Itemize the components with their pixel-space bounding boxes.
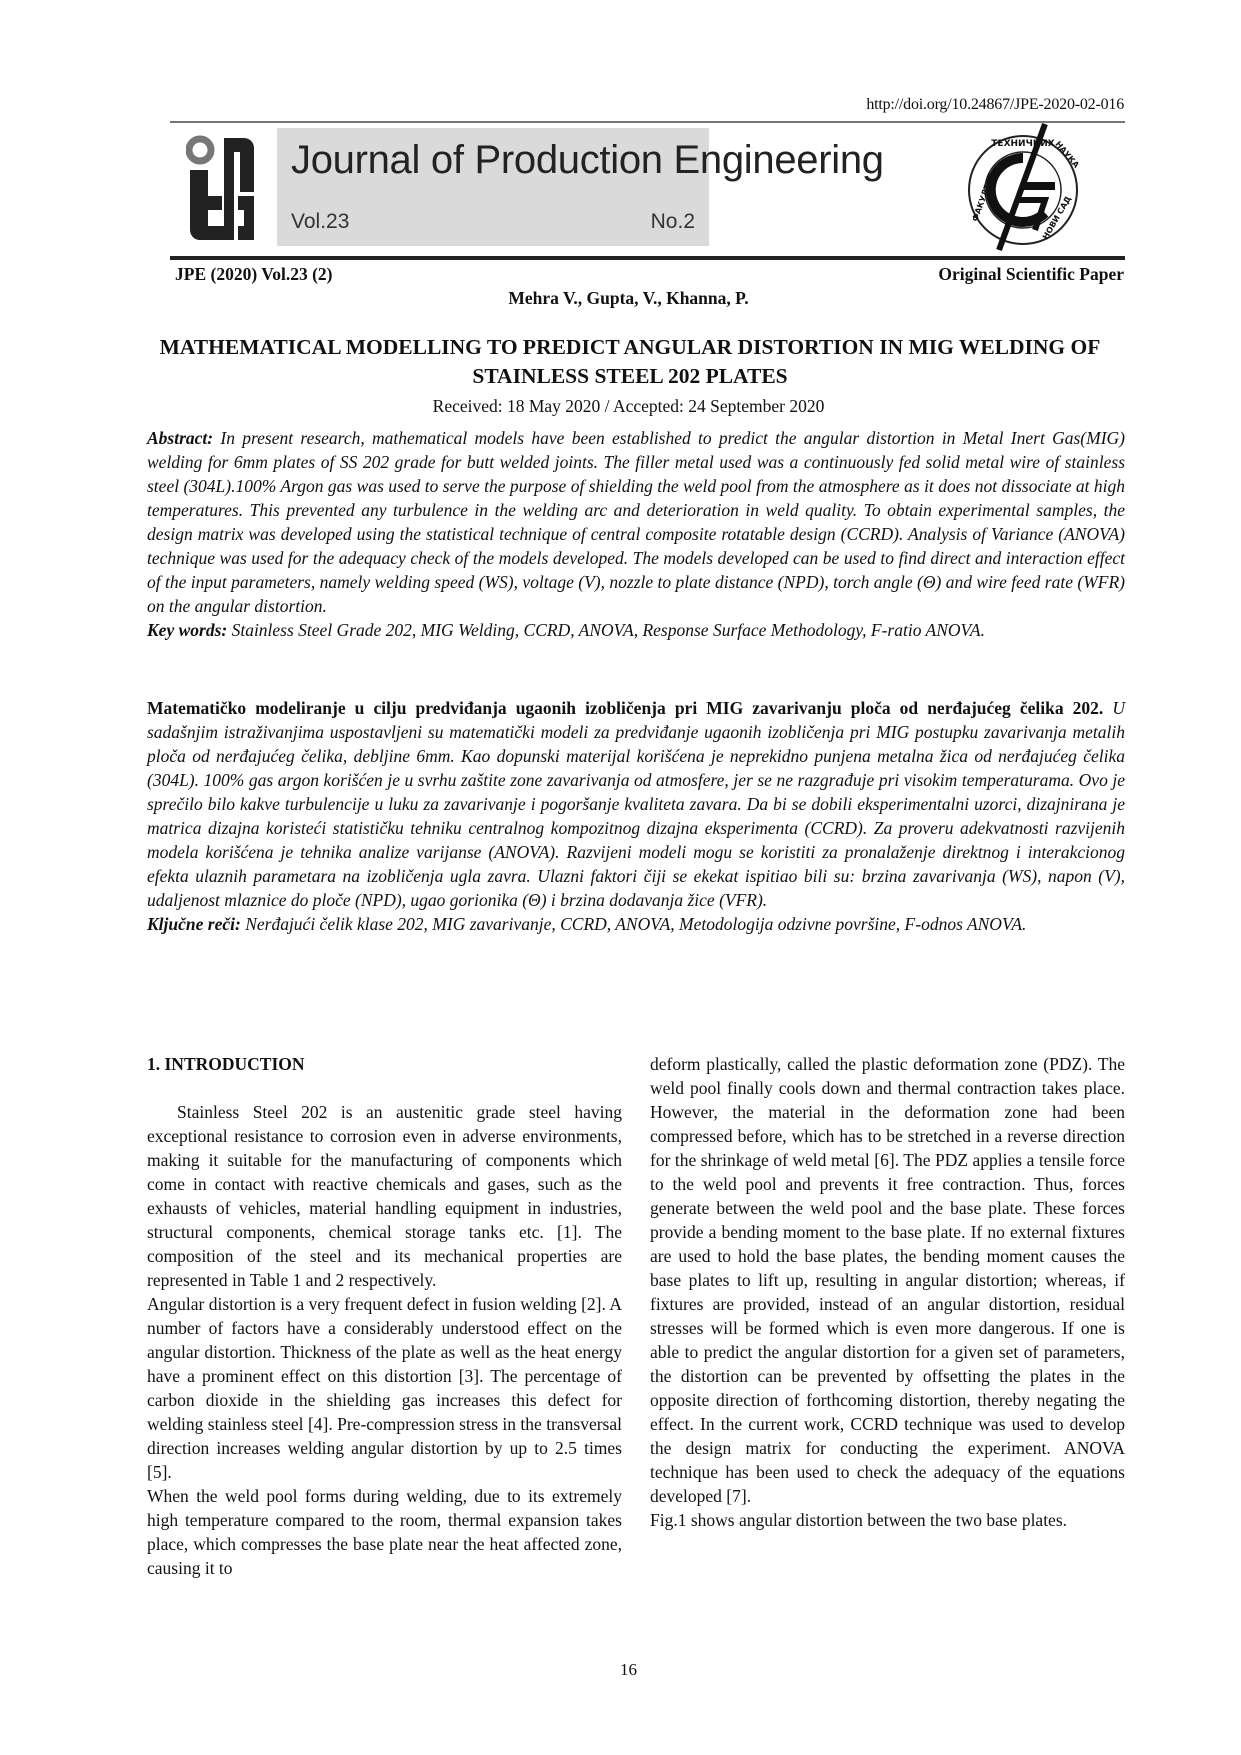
- page-number: 16: [620, 1660, 637, 1679]
- body-paragraph: Fig.1 shows angular distortion between the two base plates.: [650, 1510, 1068, 1530]
- abstract-serbian: [147, 696, 1125, 936]
- journal-banner: [277, 128, 884, 246]
- paper-title: MATHEMATICAL MODELLING TO PREDICT ANGULAR DISTORTION IN MIG WELDING OF STAINLESS STEEL 202 PLATES: [159, 335, 1101, 388]
- abstract-english: [147, 426, 1125, 642]
- journal-reference: JPE (2020) Vol.23 (2): [175, 264, 333, 284]
- body-column-left: [147, 1052, 622, 1580]
- body-paragraph: deform plastically, called the plastic deformation zone (PDZ). The weld pool finally cools down and thermal contraction takes place. However, the material in the deformation zone had been compressed before, which has to be stretched in a reverse direction for the shrinkage of weld metal [6]. The PDZ applies a tensile force to the weld pool and prevents it free contraction. Thus, forces generate between the weld pool and the base plate. These forces provide a bending moment to the base plate. If no external fixtures are used to hold the base plates, the bending moment causes the base plates to lift up, resulting in angular distortion; whereas, if fixtures are provided, instead of an angular distortion, residual stresses will be formed which is even more dangerous. If one is able to predict the angular distortion for a given set of parameters, the distortion can be prevented by offsetting the plates in the opposite direction of forthcoming distortion, thereby negating the effect. In the current work, CCRD technique was used to develop the design matrix for conducting the experiment. ANOVA technique has been used to check the adequacy of the equations developed [7].: [650, 1054, 1125, 1506]
- doi-link[interactable]: http://doi.org/10.24867/JPE-2020-02-016: [866, 96, 1124, 113]
- seal-text-left: ФАКУЛТЕТ: [970, 172, 996, 223]
- abstract-label: Abstract:: [147, 428, 214, 448]
- serbian-title: Matematičko modeliranje u cilju predviđanja ugaonih izobličenja pri MIG zavarivanju ploča od nerđajućeg čelika 202.: [147, 698, 1104, 718]
- body-paragraph: When the weld pool forms during welding, due to its extremely high temperature compared to the room, thermal expansion takes place, which compresses the base plate near the heat affected zone, causing it to: [147, 1486, 622, 1578]
- received-accepted-dates: Received: 18 May 2020 / Accepted: 24 September 2020: [432, 396, 825, 416]
- serbian-keywords-text: Nerđajući čelik klase 202, MIG zavarivanje, CCRD, ANOVA, Metodologija odzivne površine, F-odnos ANOVA.: [240, 914, 1027, 934]
- body-paragraph: Angular distortion is a very frequent defect in fusion welding [2]. A number of factors have a considerably understood effect on the angular distortion. Thickness of the plate as well as the heat energy have a prominent effect on this distortion [3]. The percentage of carbon dioxide in the shielding gas increases this defect for welding stainless steel [4]. Pre-compression stress in the transversal direction increases welding angular distortion by up to 2.5 times [5].: [147, 1294, 622, 1482]
- number-label: No.2: [650, 210, 695, 233]
- seal-text-bottom: НОВИ САД: [1040, 194, 1073, 241]
- keywords-label: Key words:: [147, 620, 228, 640]
- abstract-text: In present research, mathematical models have been established to predict the angular distortion in Metal Inert Gas(MIG) welding for 6mm plates of SS 202 grade for butt welded joints. The filler metal used was a continuously fed solid metal wire of stainless steel (304L).100% Argon gas was used to serve the purpose of shielding the weld pool from the atmosphere as it does not dissociate at high temperatures. This prevented any turbulence in the welding arc and deterioration in weld quality. To obtain experimental samples, the design matrix was developed using the statistical technique of central composite rotatable design (CCRD). Analysis of Variance (ANOVA) technique was used for the adequacy check of the models developed. The models developed can be used to find direct and interaction effect of the input parameters, namely welding speed (WS), voltage (V), nozzle to plate distance (NPD), torch angle (Θ) and wire feed rate (WFR) on the angular distortion.: [147, 428, 1125, 616]
- header-rule-bottom: [170, 256, 1125, 260]
- ftn-novi-sad-seal-icon: [963, 122, 1083, 252]
- authors: Mehra V., Gupta, V., Khanna, P.: [508, 288, 749, 308]
- volume-label: Vol.23: [291, 210, 350, 233]
- seal-text-top: ТЕХНИЧКИХ: [991, 139, 1055, 149]
- seal-text-right: НАУКА: [1053, 139, 1081, 170]
- body-column-right: [650, 1052, 1125, 1532]
- serbian-keywords-label: Ključne reči:: [147, 914, 241, 934]
- keywords-text: Stainless Steel Grade 202, MIG Welding, CCRD, ANOVA, Response Surface Methodology, F-ratio ANOVA.: [227, 620, 985, 640]
- body-paragraph: Stainless Steel 202 is an austenitic grade steel having exceptional resistance to corrosion even in adverse environments, making it suitable for the manufacturing of components which come in contact with reactive chemicals and gases, such as the exhausts of vehicles, material handling equipment in industries, structural components, chemical storage tanks etc. [1]. The composition of the steel and its mechanical properties are represented in Table 1 and 2 respectively.: [147, 1102, 622, 1290]
- section-heading-introduction: 1. INTRODUCTION: [147, 1054, 305, 1074]
- paper-type: Original Scientific Paper: [938, 264, 1124, 284]
- jpe-logo-icon: [186, 134, 258, 244]
- journal-masthead: [170, 128, 1125, 248]
- serbian-abstract-text: U sadašnjim istraživanjima uspostavljeni su matematički modeli za predviđanje ugaonih izobličenja pri MIG postupku zavarivanja metalih ploča od nerđajućeg čelika, debljine 6mm. Kao dopunski materijal korišćena je neprekidno punjena metalna žica od nerđajućeg čelika (304L). 100% gas argon korišćen je u svrhu zaštite zone zavarivanja od atmosfere, jer se ne razgrađuje pri visokim temperaturama. Ovo je sprečilo bilo kakve turbulencije u luku za zavarivanje i pogoršanje kvaliteta zavara. Da bi se dobili eksperimentalni uzorci, dizajnirana je matrica dizajna koristeći statističku tehniku centralnog kompozitnog dizajna eksperimenta (CCRD). Za proveru adekvatnosti razvijenih modela korišćena je tehnika analize varijanse (ANOVA). Razvijeni modeli mogu se koristiti za pronalaženje direktnog i interakcionog efekta ulaznih parametara na izobličenja ugla zavra. Ulazni faktori čiji se ekekat ispitiao bili su: brzina zavarivanja (WS), napon (V), udaljenost mlaznice do ploče (NPD), ugao gorionika (Θ) i brzina dodavanja žice (VFR).: [147, 698, 1125, 910]
- journal-title: Journal of Production Engineering: [291, 138, 884, 182]
